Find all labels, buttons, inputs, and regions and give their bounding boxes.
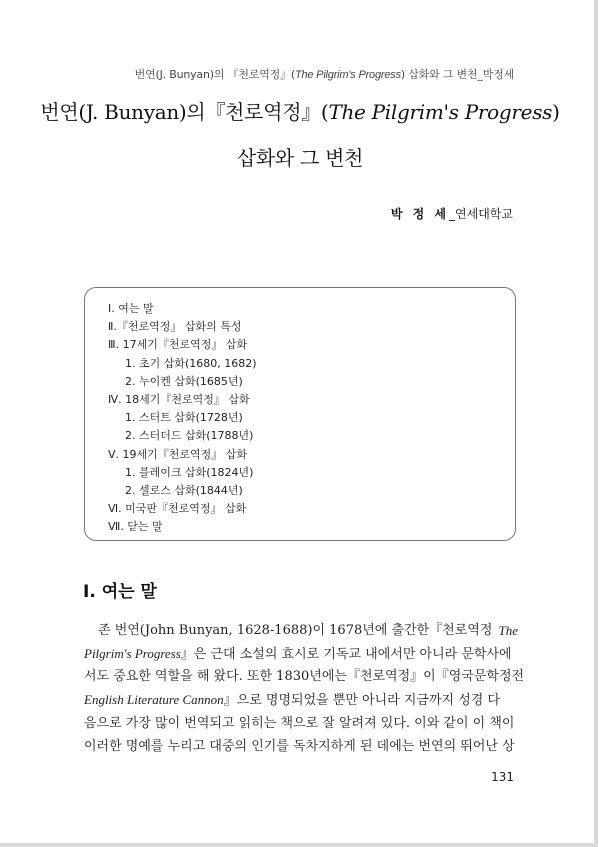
toc-subitem: 2. 누이켄 삽화(1685년) — [125, 374, 243, 388]
title-suffix: ) — [552, 100, 560, 124]
running-header-italic-title: The Pilgrim's Progress — [294, 69, 401, 81]
body-text-run: 존 번연(John Bunyan, 1628-1688)이 1678년에 출간한『천로역정 — [98, 623, 493, 638]
author-affiliation: _연세대학교 — [449, 207, 513, 221]
toc-subitem: 1. 초기 삽화(1680, 1682) — [125, 356, 257, 370]
body-paragraph — [84, 620, 525, 758]
toc-item: Ⅰ. 여는 말 — [108, 302, 154, 315]
toc-list — [108, 300, 257, 537]
table-of-contents — [84, 287, 516, 541]
body-line — [84, 620, 518, 643]
paper-title-line-2: 삽화와 그 변천 — [236, 146, 364, 170]
body-line — [84, 689, 518, 713]
paper-title-line-1 — [0, 96, 600, 125]
toc-subitem: 1. 블레이크 삽화(1824년) — [125, 465, 254, 479]
running-header-prefix: 번연(J. Bunyan)의 『천로역정』( — [134, 68, 295, 81]
body-italic-run: Pilgrim's Progress — [84, 645, 181, 661]
body-italic-run: English Literature Cannon — [84, 692, 224, 708]
title-prefix: 번연(J. Bunyan)의『천로역정』( — [40, 100, 329, 124]
author-line — [391, 205, 513, 222]
body-line — [84, 643, 518, 667]
body-line: 음으로 가장 많이 번역되고 읽히는 책으로 잘 알려져 있다. 이와 같이 이 책이 — [84, 715, 515, 731]
author-name: 박 정 세 — [390, 207, 450, 221]
toc-subitem: 2. 스터더드 삽화(1788년) — [125, 429, 254, 443]
body-italic-run: The — [498, 623, 518, 638]
toc-subitem: 2. 셀로스 삽화(1844년) — [125, 484, 243, 498]
page-number: 131 — [491, 770, 514, 784]
toc-item: Ⅳ. 18세기『천로역정』 삽화 — [108, 393, 250, 407]
running-header-suffix: ) 삽화와 그 변천_박정세 — [400, 68, 514, 81]
body-line: 서도 중요한 역할을 해 왔다. 또한 1830년에는『천로역정』이『영국문학정전 — [84, 669, 525, 685]
body-line: 이러한 명예를 누리고 대중의 인기를 독차지하게 된 데에는 번연의 뛰어난 상 — [84, 738, 515, 754]
toc-subitem: 1. 스터트 삽화(1728년) — [125, 411, 243, 425]
body-text-run: 』은 근대 소설의 효시로 기독교 내에서만 아니라 문학사에 — [180, 646, 512, 662]
title-italic: The Pilgrim's Progress — [328, 100, 553, 124]
toc-item: Ⅵ. 미국판『천로역정』 삽화 — [108, 502, 247, 516]
body-text-run — [84, 689, 500, 713]
toc-item: Ⅶ. 닫는 말 — [108, 520, 163, 534]
body-text-run: 』으로 명명되었을 뿐만 아니라 지금까지 성경 다 — [223, 693, 501, 709]
toc-item: Ⅱ.『천로역정』 삽화의 특성 — [108, 320, 242, 334]
section-heading: Ⅰ. 여는 말 — [83, 582, 157, 602]
toc-item: Ⅴ. 19세기『천로역정』 삽화 — [108, 447, 248, 461]
toc-item: Ⅲ. 17세기『천로역정』 삽화 — [108, 338, 248, 352]
running-header — [135, 66, 514, 82]
body-text-run — [84, 643, 512, 667]
